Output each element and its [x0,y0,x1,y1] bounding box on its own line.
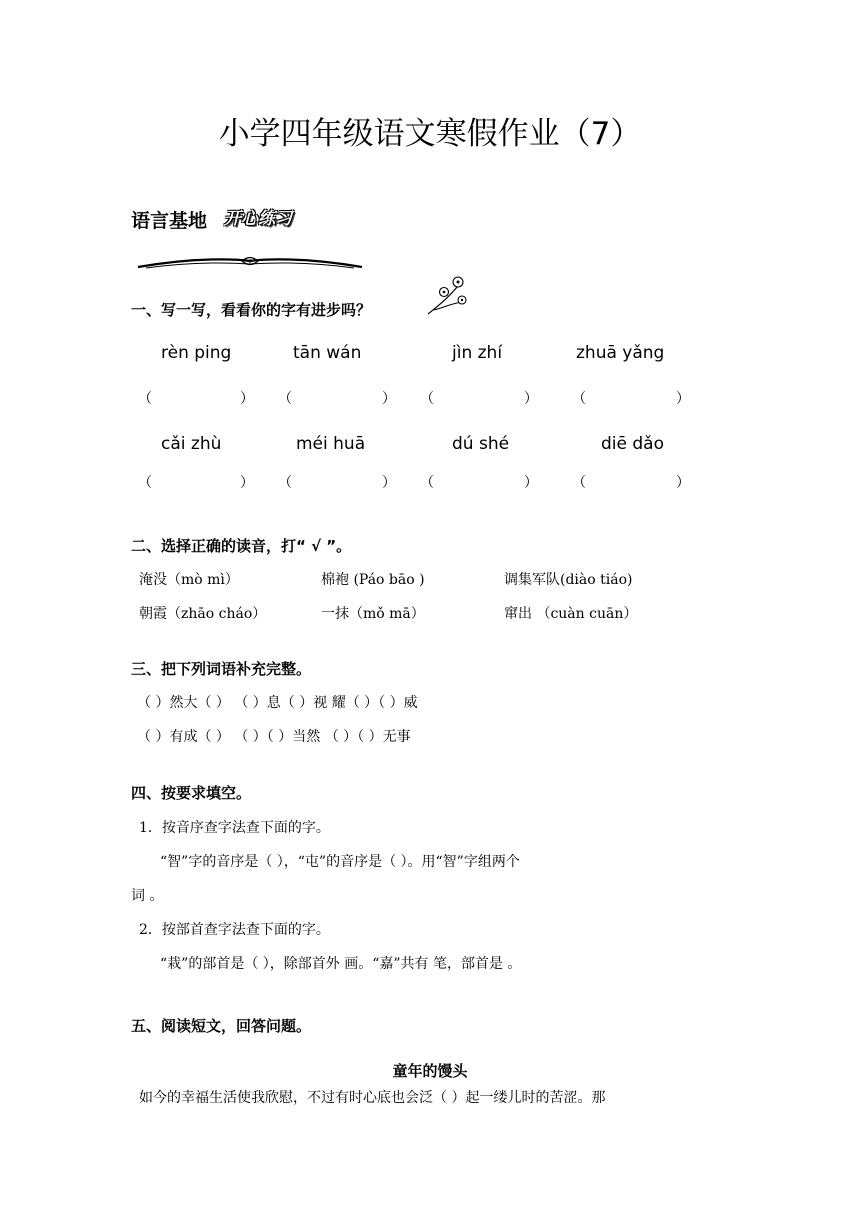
idiom-line-1: （ ）然大（ ） （ ）息（ ）视 耀（ ）（ ）威 [137,695,418,711]
pinyin-2-1: cǎi zhù [161,434,222,454]
pinyin-2-4: diē dǎo [601,434,664,454]
reading-option-1: 淹没（mò mì） [139,572,239,588]
reading-option-5: 一抹（mǒ mā） [321,606,425,622]
question-1-continuation: 词 。 [131,888,164,904]
story-title: 童年的馒头 [392,1062,468,1080]
pinyin-1-4: zhuā yǎng [576,343,665,363]
pinyin-1-1: rèn ping [161,343,232,363]
section3-heading: 三、把下列词语补充完整。 [131,660,312,678]
question-1-label: 1．按音序查字法查下面的字。 [139,820,330,836]
ornament-divider-icon [136,253,364,271]
answer-box-1-2-open: （ [278,391,292,407]
answer-box-1-2-close: ） [382,391,396,407]
idiom-line-2: （ ）有成（ ） （ ）（ ）当然 （ ）（ ）无事 [137,729,411,745]
answer-box-2-1-close: ） [240,475,254,491]
question-2-text: “栽”的部首是（ ），除部首外 画。“嘉”共有 笔，部首是 。 [160,956,522,972]
answer-box-2-2-close: ） [382,475,396,491]
answer-box-2-4-close: ） [676,475,690,491]
answer-box-1-4-close: ） [676,391,690,407]
page-title: 小学四年级语文寒假作业（7） [218,116,642,152]
pinyin-2-3: dú shé [452,434,510,454]
section4-heading: 四、按要求填空。 [131,784,252,802]
question-1-text: “智”字的音序是（ ），“屯”的音序是（ ）。用“智”字组两个 [160,854,520,870]
banner-art-text: 开心练习 [224,209,292,229]
answer-box-1-1-close: ） [240,391,254,407]
answer-box-2-2-open: （ [278,475,292,491]
question-2-label: 2．按部首查字法查下面的字。 [139,922,330,938]
answer-box-1-4-open: （ [572,391,586,407]
story-paragraph-line: 如今的幸福生活使我欣慰，不过有时心底也会泛（ ）起一缕儿时的苦涩。那 [139,1090,606,1106]
pinyin-2-2: méi huā [296,434,366,454]
answer-box-1-3-open: （ [420,391,434,407]
pinyin-1-3: jìn zhí [452,343,503,363]
answer-box-2-3-close: ） [524,475,538,491]
answer-box-1-3-close: ） [524,391,538,407]
reading-option-3: 调集军队(diào tiáo) [504,572,633,588]
answer-box-2-1-open: （ [138,475,152,491]
reading-option-2: 棉袍 (Páo bāo ) [321,572,425,588]
banner-label: 语言基地 [131,210,208,232]
section2-heading: 二、选择正确的读音，打“ √ ”。 [131,537,352,555]
section1-heading: 一、写一写，看看你的字有进步吗？ [131,301,372,319]
flower-branch-icon [424,272,470,318]
reading-option-6: 窜出 （cuàn cuān） [504,606,638,622]
section5-heading: 五、阅读短文，回答问题。 [131,1017,312,1035]
answer-box-2-3-open: （ [420,475,434,491]
reading-option-4: 朝霞（zhāo cháo） [139,606,267,622]
answer-box-1-1-open: （ [138,391,152,407]
answer-box-2-4-open: （ [572,475,586,491]
pinyin-1-2: tān wán [293,343,362,363]
